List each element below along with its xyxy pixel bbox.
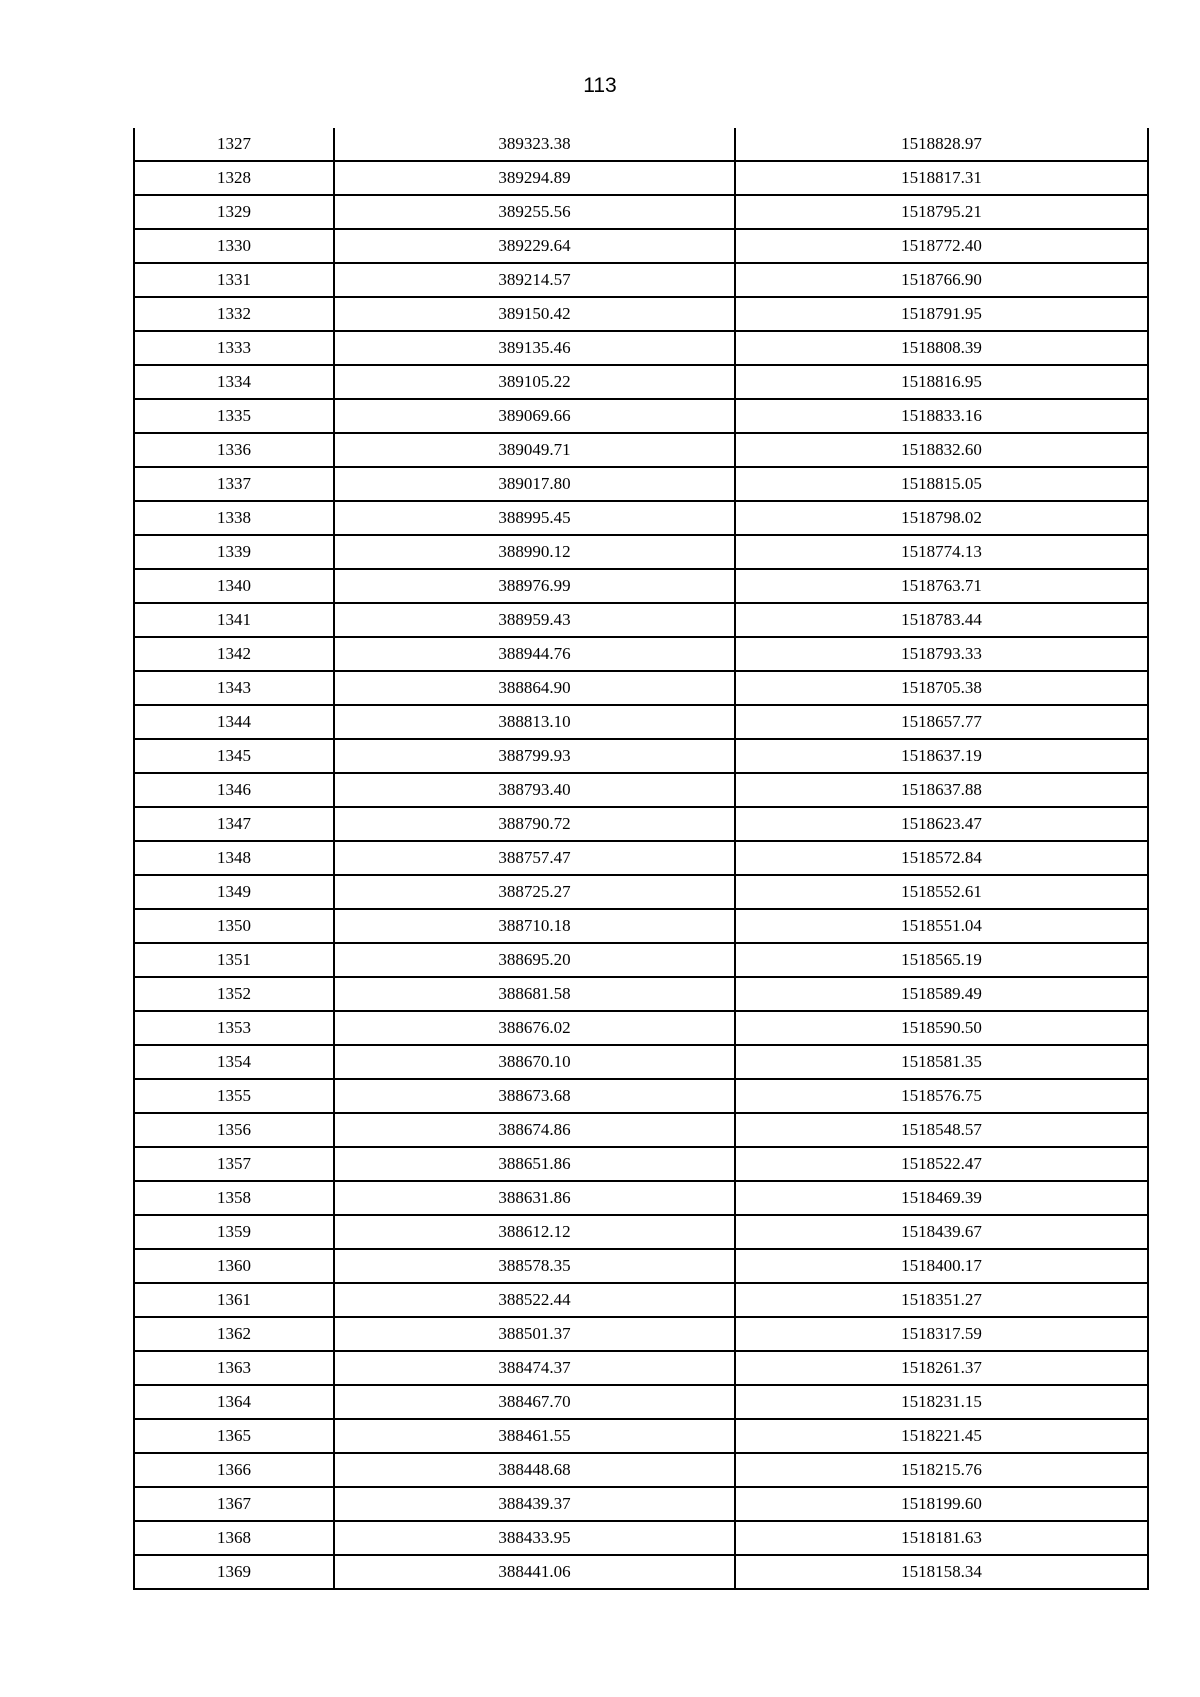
x-coordinate-cell: 388474.37: [334, 1351, 735, 1385]
point-number-cell: 1355: [134, 1079, 334, 1113]
y-coordinate-cell: 1518199.60: [735, 1487, 1148, 1521]
x-coordinate-cell: 389049.71: [334, 433, 735, 467]
x-coordinate-cell: 388799.93: [334, 739, 735, 773]
point-number-cell: 1344: [134, 705, 334, 739]
x-coordinate-cell: 388448.68: [334, 1453, 735, 1487]
y-coordinate-cell: 1518705.38: [735, 671, 1148, 705]
x-coordinate-cell: 389294.89: [334, 161, 735, 195]
point-number-cell: 1346: [134, 773, 334, 807]
x-coordinate-cell: 388976.99: [334, 569, 735, 603]
x-coordinate-cell: 388501.37: [334, 1317, 735, 1351]
table-row: [134, 501, 1148, 535]
x-coordinate-cell: 388522.44: [334, 1283, 735, 1317]
point-number-cell: 1332: [134, 297, 334, 331]
table-row: [134, 229, 1148, 263]
table-row: [134, 1453, 1148, 1487]
y-coordinate-cell: 1518795.21: [735, 195, 1148, 229]
point-number-cell: 1345: [134, 739, 334, 773]
y-coordinate-cell: 1518551.04: [735, 909, 1148, 943]
point-number-cell: 1334: [134, 365, 334, 399]
x-coordinate-cell: 388944.76: [334, 637, 735, 671]
x-coordinate-cell: 389069.66: [334, 399, 735, 433]
point-number-cell: 1333: [134, 331, 334, 365]
y-coordinate-cell: 1518469.39: [735, 1181, 1148, 1215]
point-number-cell: 1349: [134, 875, 334, 909]
table-row: [134, 1113, 1148, 1147]
y-coordinate-cell: 1518439.67: [735, 1215, 1148, 1249]
point-number-cell: 1340: [134, 569, 334, 603]
point-number-cell: 1329: [134, 195, 334, 229]
x-coordinate-cell: 389214.57: [334, 263, 735, 297]
table-row: [134, 773, 1148, 807]
x-coordinate-cell: 389135.46: [334, 331, 735, 365]
x-coordinate-cell: 388959.43: [334, 603, 735, 637]
y-coordinate-cell: 1518158.34: [735, 1555, 1148, 1589]
table-row: [134, 1317, 1148, 1351]
y-coordinate-cell: 1518766.90: [735, 263, 1148, 297]
point-number-cell: 1342: [134, 637, 334, 671]
table-row: [134, 671, 1148, 705]
point-number-cell: 1347: [134, 807, 334, 841]
table-row: [134, 1079, 1148, 1113]
x-coordinate-cell: 388710.18: [334, 909, 735, 943]
x-coordinate-cell: 389229.64: [334, 229, 735, 263]
y-coordinate-cell: 1518522.47: [735, 1147, 1148, 1181]
table-row: [134, 1215, 1148, 1249]
y-coordinate-cell: 1518832.60: [735, 433, 1148, 467]
table-row: [134, 365, 1148, 399]
point-number-cell: 1365: [134, 1419, 334, 1453]
x-coordinate-cell: 388864.90: [334, 671, 735, 705]
point-number-cell: 1368: [134, 1521, 334, 1555]
x-coordinate-cell: 388681.58: [334, 977, 735, 1011]
y-coordinate-cell: 1518637.88: [735, 773, 1148, 807]
y-coordinate-cell: 1518774.13: [735, 535, 1148, 569]
table-row: [134, 1147, 1148, 1181]
x-coordinate-cell: 388990.12: [334, 535, 735, 569]
y-coordinate-cell: 1518576.75: [735, 1079, 1148, 1113]
y-coordinate-cell: 1518181.63: [735, 1521, 1148, 1555]
x-coordinate-cell: 388670.10: [334, 1045, 735, 1079]
table-row: [134, 1011, 1148, 1045]
point-number-cell: 1366: [134, 1453, 334, 1487]
y-coordinate-cell: 1518552.61: [735, 875, 1148, 909]
point-number-cell: 1361: [134, 1283, 334, 1317]
table-row: [134, 603, 1148, 637]
x-coordinate-cell: 388674.86: [334, 1113, 735, 1147]
x-coordinate-cell: 388995.45: [334, 501, 735, 535]
y-coordinate-cell: 1518815.05: [735, 467, 1148, 501]
table-row: [134, 1181, 1148, 1215]
y-coordinate-cell: 1518623.47: [735, 807, 1148, 841]
y-coordinate-cell: 1518548.57: [735, 1113, 1148, 1147]
y-coordinate-cell: 1518833.16: [735, 399, 1148, 433]
point-number-cell: 1354: [134, 1045, 334, 1079]
y-coordinate-cell: 1518261.37: [735, 1351, 1148, 1385]
point-number-cell: 1351: [134, 943, 334, 977]
point-number-cell: 1367: [134, 1487, 334, 1521]
table-row: [134, 705, 1148, 739]
point-number-cell: 1359: [134, 1215, 334, 1249]
y-coordinate-cell: 1518400.17: [735, 1249, 1148, 1283]
table-row: [134, 263, 1148, 297]
point-number-cell: 1338: [134, 501, 334, 535]
table-row: [134, 1487, 1148, 1521]
y-coordinate-cell: 1518763.71: [735, 569, 1148, 603]
table-row: [134, 807, 1148, 841]
y-coordinate-cell: 1518816.95: [735, 365, 1148, 399]
y-coordinate-cell: 1518783.44: [735, 603, 1148, 637]
y-coordinate-cell: 1518581.35: [735, 1045, 1148, 1079]
point-number-cell: 1339: [134, 535, 334, 569]
point-number-cell: 1356: [134, 1113, 334, 1147]
table-row: [134, 1045, 1148, 1079]
x-coordinate-cell: 388578.35: [334, 1249, 735, 1283]
x-coordinate-cell: 388461.55: [334, 1419, 735, 1453]
table-row: [134, 943, 1148, 977]
point-number-cell: 1343: [134, 671, 334, 705]
table-row: [134, 841, 1148, 875]
table-row: [134, 1283, 1148, 1317]
x-coordinate-cell: 388813.10: [334, 705, 735, 739]
table-row: [134, 1351, 1148, 1385]
table-row: [134, 1419, 1148, 1453]
point-number-cell: 1327: [134, 128, 334, 161]
y-coordinate-cell: 1518351.27: [735, 1283, 1148, 1317]
coordinate-table-body: [134, 128, 1148, 1589]
x-coordinate-cell: 388793.40: [334, 773, 735, 807]
x-coordinate-cell: 388757.47: [334, 841, 735, 875]
table-row: [134, 297, 1148, 331]
x-coordinate-cell: 388651.86: [334, 1147, 735, 1181]
point-number-cell: 1335: [134, 399, 334, 433]
y-coordinate-cell: 1518637.19: [735, 739, 1148, 773]
table-row: [134, 977, 1148, 1011]
y-coordinate-cell: 1518817.31: [735, 161, 1148, 195]
y-coordinate-cell: 1518572.84: [735, 841, 1148, 875]
y-coordinate-cell: 1518231.15: [735, 1385, 1148, 1419]
point-number-cell: 1331: [134, 263, 334, 297]
point-number-cell: 1337: [134, 467, 334, 501]
x-coordinate-cell: 388676.02: [334, 1011, 735, 1045]
y-coordinate-cell: 1518221.45: [735, 1419, 1148, 1453]
point-number-cell: 1357: [134, 1147, 334, 1181]
point-number-cell: 1336: [134, 433, 334, 467]
x-coordinate-cell: 388439.37: [334, 1487, 735, 1521]
table-row: [134, 1521, 1148, 1555]
table-row: [134, 875, 1148, 909]
table-row: [134, 909, 1148, 943]
coordinate-table-container: [133, 128, 1147, 1590]
point-number-cell: 1330: [134, 229, 334, 263]
point-number-cell: 1352: [134, 977, 334, 1011]
y-coordinate-cell: 1518565.19: [735, 943, 1148, 977]
y-coordinate-cell: 1518828.97: [735, 128, 1148, 161]
x-coordinate-cell: 388673.68: [334, 1079, 735, 1113]
point-number-cell: 1353: [134, 1011, 334, 1045]
point-number-cell: 1369: [134, 1555, 334, 1589]
x-coordinate-cell: 388441.06: [334, 1555, 735, 1589]
table-row: [134, 569, 1148, 603]
table-row: [134, 535, 1148, 569]
table-row: [134, 467, 1148, 501]
y-coordinate-cell: 1518317.59: [735, 1317, 1148, 1351]
point-number-cell: 1364: [134, 1385, 334, 1419]
x-coordinate-cell: 389323.38: [334, 128, 735, 161]
coordinate-table: [133, 128, 1149, 1590]
x-coordinate-cell: 388725.27: [334, 875, 735, 909]
y-coordinate-cell: 1518793.33: [735, 637, 1148, 671]
table-row: [134, 739, 1148, 773]
table-row: [134, 331, 1148, 365]
x-coordinate-cell: 389105.22: [334, 365, 735, 399]
point-number-cell: 1363: [134, 1351, 334, 1385]
point-number-cell: 1358: [134, 1181, 334, 1215]
y-coordinate-cell: 1518657.77: [735, 705, 1148, 739]
x-coordinate-cell: 388612.12: [334, 1215, 735, 1249]
y-coordinate-cell: 1518808.39: [735, 331, 1148, 365]
x-coordinate-cell: 388695.20: [334, 943, 735, 977]
table-row: [134, 399, 1148, 433]
x-coordinate-cell: 389150.42: [334, 297, 735, 331]
page-number: 113: [583, 74, 617, 97]
x-coordinate-cell: 388790.72: [334, 807, 735, 841]
table-row: [134, 1385, 1148, 1419]
point-number-cell: 1328: [134, 161, 334, 195]
y-coordinate-cell: 1518791.95: [735, 297, 1148, 331]
y-coordinate-cell: 1518589.49: [735, 977, 1148, 1011]
x-coordinate-cell: 388631.86: [334, 1181, 735, 1215]
point-number-cell: 1360: [134, 1249, 334, 1283]
table-row: [134, 161, 1148, 195]
table-row: [134, 128, 1148, 161]
x-coordinate-cell: 388433.95: [334, 1521, 735, 1555]
table-row: [134, 195, 1148, 229]
point-number-cell: 1348: [134, 841, 334, 875]
table-row: [134, 1555, 1148, 1589]
point-number-cell: 1341: [134, 603, 334, 637]
point-number-cell: 1362: [134, 1317, 334, 1351]
y-coordinate-cell: 1518772.40: [735, 229, 1148, 263]
y-coordinate-cell: 1518215.76: [735, 1453, 1148, 1487]
table-row: [134, 1249, 1148, 1283]
table-row: [134, 637, 1148, 671]
x-coordinate-cell: 388467.70: [334, 1385, 735, 1419]
x-coordinate-cell: 389255.56: [334, 195, 735, 229]
y-coordinate-cell: 1518798.02: [735, 501, 1148, 535]
x-coordinate-cell: 389017.80: [334, 467, 735, 501]
point-number-cell: 1350: [134, 909, 334, 943]
y-coordinate-cell: 1518590.50: [735, 1011, 1148, 1045]
table-row: [134, 433, 1148, 467]
